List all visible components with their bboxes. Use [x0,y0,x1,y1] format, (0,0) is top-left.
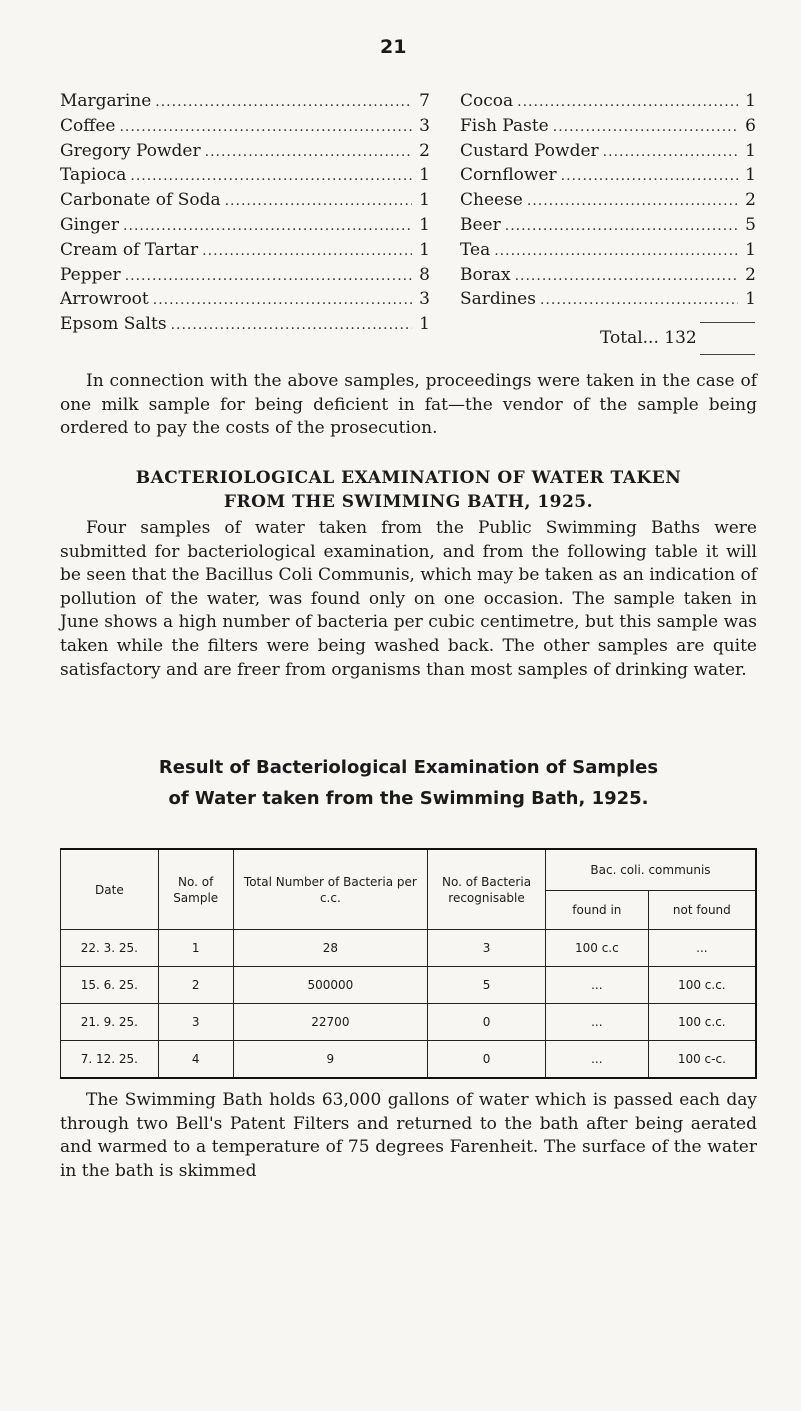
paragraph-prosecution: In connection with the above samples, proceedings were taken in the case of one milk sample for being deficient in fat—the vendor of the sample being ordered to pay the costs of the prosecution. [60,371,757,439]
sample-list-right [460,90,756,313]
table-row: 7. 12. 25. 4 9 0 ... 100 c-c. [61,1041,757,1079]
total-value: 132 [664,328,697,348]
list-item: Cream of Tartar ..... 1 [60,239,430,264]
list-item: Carbonate of Soda ..... 1 [60,189,430,214]
list-item: Coffee ..... 3 [60,115,430,140]
header-bac-coli: Bac. coli. communis [545,849,756,891]
list-item: Margarine ..... 7 [60,90,430,115]
section-heading: BACTERIOLOGICAL EXAMINATION OF WATER TAKEN FROM THE SWIMMING BATH, 1925. [135,468,682,512]
table-row: 22. 3. 25. 1 28 3 100 c.c ... [61,930,757,967]
header-date: Date [61,849,159,930]
header-found-in: found in [545,891,648,930]
sample-list-left [60,90,430,338]
list-item: Borax ..... 2 [460,264,756,289]
list-item: Tapioca ..... 1 [60,164,430,189]
table-row: 15. 6. 25. 2 500000 5 ... 100 c.c. [61,967,757,1004]
table-row: 21. 9. 25. 3 22700 0 ... 100 c.c. [61,1004,757,1041]
list-item: Sardines ..... 1 [460,288,756,313]
list-item: Cheese ..... 2 [460,189,756,214]
list-item: Beer ..... 5 [460,214,756,239]
paragraph-samples: Four samples of water taken from the Public Swimming Baths were submitted for bacteriological examination, and from the following table it will be seen that the Bacillus Coli Communis, which may be taken as an indication of pollution of the water, was found only on one occasion. The sample taken in June shows a high number of bacteria per cubic centimetre, but this sample was taken while the filters were being washed back. The other samples are quite satisfactory and are freer from organisms than most samples of drinking water. [60,518,757,680]
list-item: Gregory Powder ..... 2 [60,140,430,165]
total-label: Total... [600,328,659,348]
list-item: Ginger ..... 1 [60,214,430,239]
total-rule-bottom [700,354,755,355]
list-item: Cocoa ..... 1 [460,90,756,115]
list-item: Cornflower ..... 1 [460,164,756,189]
list-item: Fish Paste ..... 6 [460,115,756,140]
header-not-found: not found [648,891,756,930]
list-item: Epsom Salts ..... 1 [60,313,430,338]
list-item: Arrowroot ..... 3 [60,288,430,313]
results-table [60,848,757,1079]
header-recognisable: No. of Bacteria recognisable [428,849,546,930]
list-item: Custard Powder ..... 1 [460,140,756,165]
total-rule-top [700,322,755,323]
total-row [600,328,697,348]
table-title: Result of Bacteriological Examination of Samples of Water taken from the Swimming Bath, 1925. [158,757,659,809]
page-number: 21 [380,36,407,58]
header-sample: No. of Sample [158,849,233,930]
list-item: Tea ..... 1 [460,239,756,264]
paragraph-bath-capacity: The Swimming Bath holds 63,000 gallons of water which is passed each day through two Bell's Patent Filters and returned to the bath after being aerated and warmed to a temperature of 75 degrees Farenheit. The surface of the water in the bath is skimmed [60,1090,757,1181]
list-item: Pepper ..... 8 [60,264,430,289]
header-total: Total Number of Bacteria per c.c. [233,849,427,930]
